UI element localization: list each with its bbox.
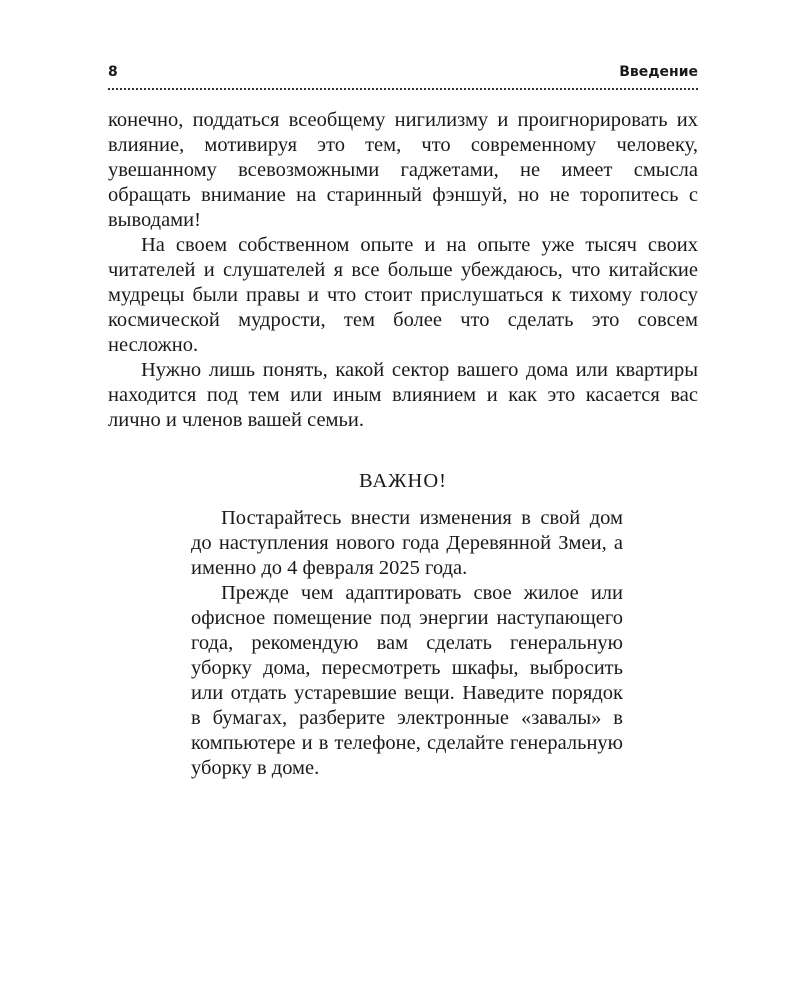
main-text <box>108 108 698 433</box>
important-paragraph-2: Прежде чем адаптировать свое жилое или офисное помещение под энергии наступающего года, рекомендую вам сделать генеральную уборку дома, пересмотреть шкафы, выбросить или отдать устаревшие вещи. Наведите порядок в бумагах, разберите электронные «завалы» в компьютере и в телефоне, сделайте генеральную уборку в доме. <box>191 582 623 779</box>
paragraph-3: Нужно лишь понять, какой сектор вашего дома или квартиры находится под тем или иным влиянием и как это касается вас лично и членов вашей семьи. <box>108 359 698 431</box>
paragraph-2: На своем собственном опыте и на опыте уже тысяч своих читателей и слушателей я все больше убеждаюсь, что китайские мудрецы были правы и что стоит прислушаться к тихому голосу космической мудрости, тем более что сделать это совсем несложно. <box>108 234 698 356</box>
page-number: 8 <box>108 64 118 80</box>
running-header <box>108 62 698 82</box>
book-page <box>108 62 698 781</box>
section-title: Введение <box>619 64 698 80</box>
important-paragraph-1: Постарайтесь внести изменения в свой дом до наступления нового года Деревянной Змеи, а именно до 4 февраля 2025 года. <box>191 507 623 579</box>
paragraph-1: конечно, поддаться всеобщему нигилизму и проигнорировать их влияние, мотивируя это тем, что современному человеку, увешанному всевозможными гаджетами, не имеет смысла обращать внимание на старинный фэншуй, но не торопитесь с выводами! <box>108 109 698 231</box>
important-note <box>191 506 623 781</box>
header-dotted-rule <box>108 88 698 90</box>
important-heading: ВАЖНО! <box>359 470 447 492</box>
